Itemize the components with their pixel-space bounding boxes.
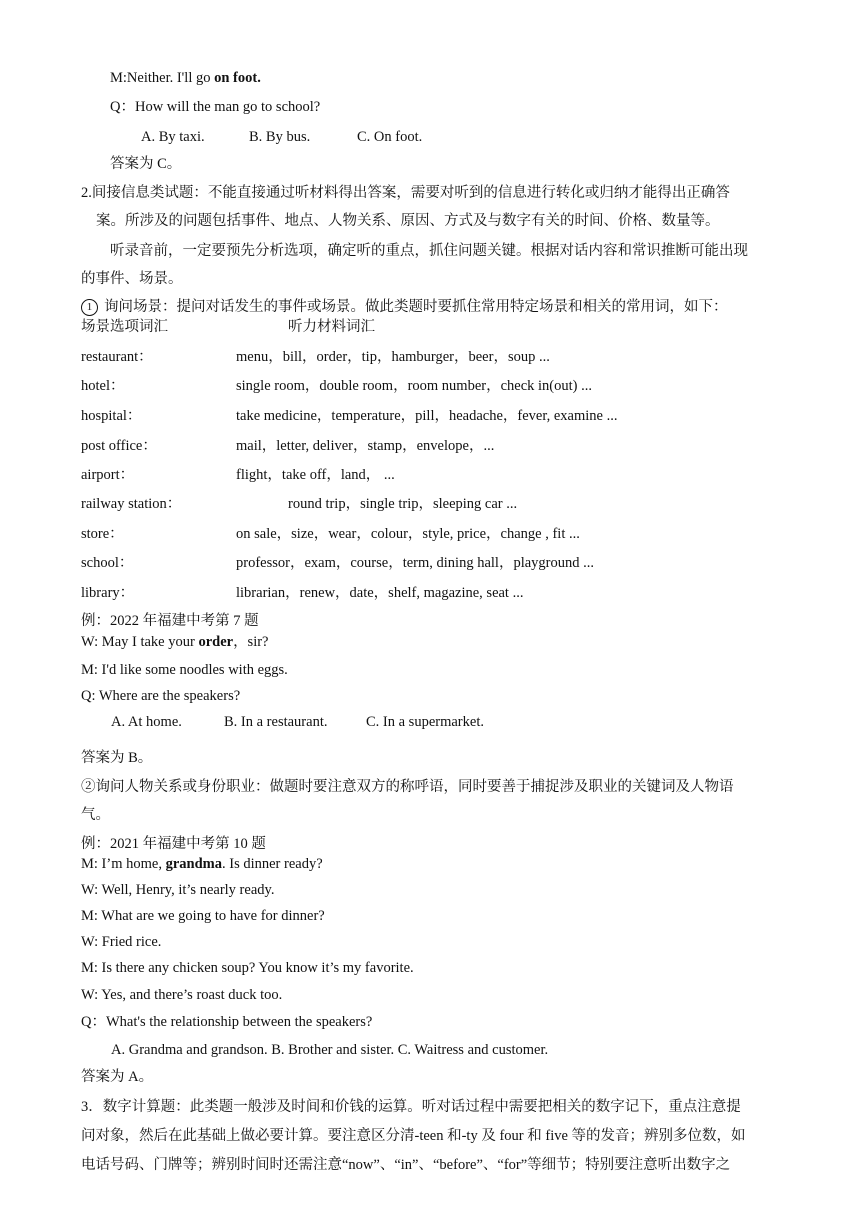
vocab-words: take medicine，temperature，pill，headache，fever, examine ... bbox=[236, 408, 618, 424]
example2-w2-line: W: Fried rice. bbox=[81, 934, 162, 950]
example2-question: Q：What's the relationship between the speakers? bbox=[81, 1014, 373, 1030]
example2-title: 例：2021 年福建中考第 10 题 bbox=[81, 836, 266, 852]
section3-line1: 3．数字计算题：此类题一般涉及时间和价钱的运算。听对话过程中需要把相关的数字记下，重点注意提 bbox=[81, 1099, 741, 1115]
vocab-scene: restaurant： bbox=[81, 349, 153, 365]
example1-title: 例：2022 年福建中考第 7 题 bbox=[81, 613, 259, 629]
example2-w1-line: W: Well, Henry, it’s nearly ready. bbox=[81, 882, 275, 898]
question-line: Q：How will the man go to school? bbox=[110, 99, 321, 115]
section-heading-line2: 案。所涉及的问题包括事件、地点、人物关系、原因、方式及与数字有关的时间、价格、数量等。 bbox=[96, 213, 720, 229]
item2-line2: 气。 bbox=[81, 807, 110, 823]
bold-keyword: order bbox=[198, 634, 234, 650]
vocab-words: mail，letter, deliver，stamp，envelope，... bbox=[236, 438, 495, 454]
vocab-scene: post office： bbox=[81, 438, 157, 454]
paragraph-line1: 听录音前，一定要预先分析选项，确定听的重点，抓住问题关键。根据对话内容和常识推断可能出现 bbox=[110, 243, 748, 259]
example1-m-line: M: I'd like some noodles with eggs. bbox=[81, 662, 288, 678]
section-heading-line1: 2.间接信息类试题：不能直接通过听材料得出答案，需要对听到的信息进行转化或归纳才能得出正确答 bbox=[81, 185, 730, 201]
section3-line3: 电话号码、门牌等；辨别时间时还需注意“now”、“in”、“before”、“for”等细节；特别要注意听出数字之 bbox=[81, 1157, 731, 1173]
option-c: C. On foot. bbox=[357, 129, 423, 145]
item2-line1: ②询问人物关系或身份职业：做题时要注意双方的称呼语，同时要善于捕捉涉及职业的关键词及人物语 bbox=[81, 779, 734, 795]
vocab-words: single room，double room，room number，check in(out) ... bbox=[236, 378, 592, 394]
dialog-text: M:Neither. I'll go bbox=[110, 70, 215, 86]
dialog-text: ，sir? bbox=[233, 634, 269, 650]
vocab-words: on sale，size，wear，colour，style, price，change , fit ... bbox=[236, 526, 580, 542]
option-a: A. By taxi. bbox=[141, 129, 205, 145]
example1-w-line bbox=[81, 632, 269, 652]
option-c: C. In a supermarket. bbox=[366, 714, 484, 730]
item1-line bbox=[81, 297, 728, 317]
vocab-words: flight，take off，land， ... bbox=[236, 467, 395, 483]
item1-text: 询问场景：提问对话发生的事件或场景。做此类题时要抓住常用特定场景和相关的常用词，如下： bbox=[104, 299, 728, 315]
option-b: B. In a restaurant. bbox=[224, 714, 328, 730]
vocab-words: menu，bill，order，tip，hamburger，beer，soup ... bbox=[236, 349, 550, 365]
vocab-scene: store： bbox=[81, 526, 124, 542]
example2-m1-line bbox=[81, 854, 323, 874]
example1-question: Q: Where are the speakers? bbox=[81, 688, 241, 704]
example2-w3-line: W: Yes, and there’s roast duck too. bbox=[81, 987, 283, 1003]
dialog-text: . Is dinner ready? bbox=[221, 856, 323, 872]
vocab-scene: school： bbox=[81, 555, 134, 571]
section3-line2: 问对象，然后在此基础上做必要计算。要注意区分清-teen 和-ty 及 four 和 five 等的发音；辨别多位数，如 bbox=[81, 1128, 746, 1144]
answer-line: 答案为 C。 bbox=[110, 156, 182, 172]
dialog-text: M: I’m home, bbox=[81, 856, 166, 872]
bold-keyword: on foot. bbox=[214, 70, 261, 86]
example1-answer: 答案为 B。 bbox=[81, 750, 153, 766]
vocab-scene: airport： bbox=[81, 467, 135, 483]
vocab-words: professor，exam，course，term, dining hall，playground ... bbox=[236, 555, 594, 571]
vocab-words: librarian，renew，date，shelf, magazine, seat ... bbox=[236, 585, 524, 601]
vocab-scene: hospital： bbox=[81, 408, 142, 424]
option-b: B. By bus. bbox=[249, 129, 311, 145]
example1-options bbox=[111, 712, 484, 732]
dialog-line-m bbox=[110, 68, 261, 88]
example2-answer: 答案为 A。 bbox=[81, 1069, 154, 1085]
example2-m3-line: M: Is there any chicken soup? You know it’s my favorite. bbox=[81, 960, 414, 976]
example2-options: A. Grandma and grandson. B. Brother and sister. C. Waitress and customer. bbox=[111, 1042, 549, 1058]
table-head-right: 听力材料词汇 bbox=[288, 319, 375, 335]
vocab-words: round trip，single trip，sleeping car ... bbox=[288, 496, 518, 512]
paragraph-line2: 的事件、场景。 bbox=[81, 271, 183, 287]
vocab-scene: railway station： bbox=[81, 496, 182, 512]
example2-m2-line: M: What are we going to have for dinner? bbox=[81, 908, 325, 924]
vocab-scene: hotel： bbox=[81, 378, 125, 394]
dialog-text: W: May I take your bbox=[81, 634, 199, 650]
table-head-left: 场景选项词汇 bbox=[81, 319, 168, 335]
options-line bbox=[141, 127, 423, 147]
circled-number: 1 bbox=[81, 299, 98, 316]
option-a: A. At home. bbox=[111, 714, 182, 730]
vocab-scene: library： bbox=[81, 585, 135, 601]
bold-keyword: grandma bbox=[165, 856, 222, 872]
